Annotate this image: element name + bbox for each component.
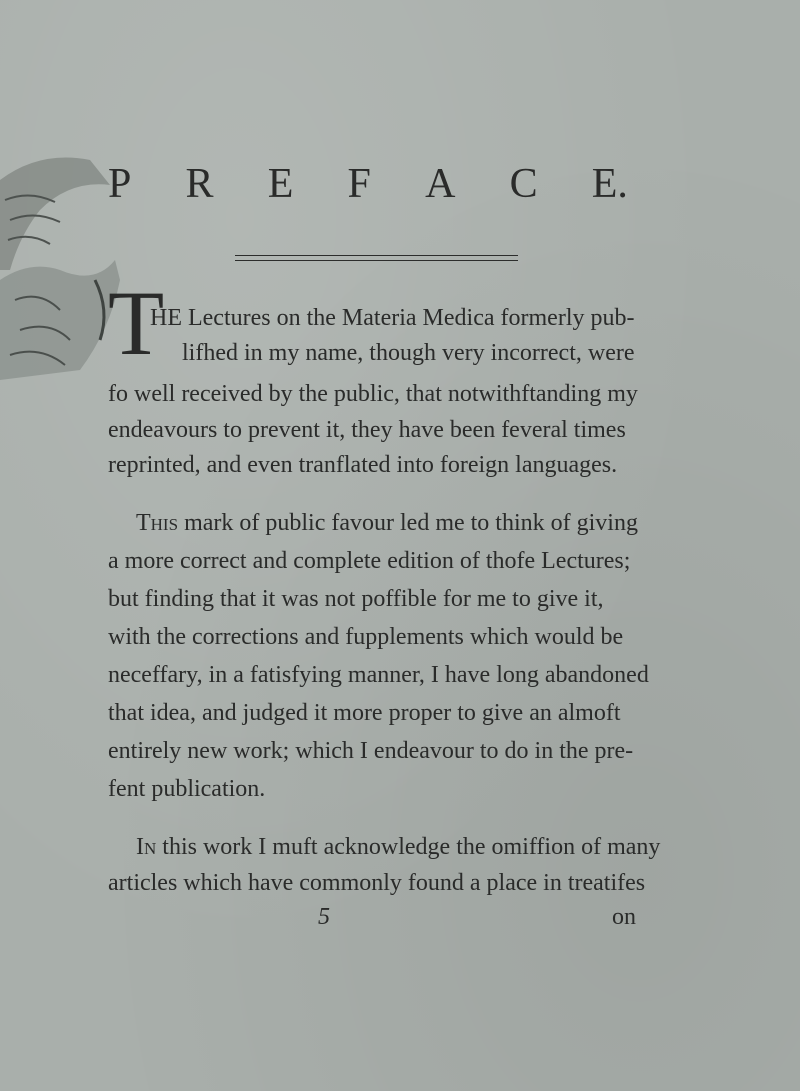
para1-line: endeavours to prevent it, they have been feveral times	[108, 417, 626, 443]
title-letter: C	[509, 161, 538, 207]
para2-line: that idea, and judged it more proper to give an almoft	[108, 700, 621, 726]
para3-first-line	[136, 834, 660, 861]
para3-lead: In	[136, 834, 157, 860]
para2-line: fent publication.	[108, 776, 266, 802]
para1-line: fo well received by the public, that notwithftanding my	[108, 381, 638, 407]
catchword: on	[612, 904, 636, 930]
para1-line: lifhed in my name, though very incorrect, were	[182, 340, 635, 366]
heading-rule	[235, 255, 518, 261]
signature-mark: 5	[318, 904, 330, 930]
para2-lead: This	[136, 510, 179, 536]
para1-line: HE Lectures on the Materia Medica formerly pub-	[150, 305, 635, 331]
para2-line: neceffary, in a fatisfying manner, I have long abandoned	[108, 662, 649, 688]
title-letter: A	[425, 161, 456, 207]
page-title	[108, 160, 628, 208]
para2-line: entirely new work; which I endeavour to do in the pre-	[108, 738, 634, 764]
title-letter: E	[267, 161, 294, 207]
title-letter: E.	[591, 161, 628, 207]
para2-line: with the corrections and fupplements which would be	[108, 624, 624, 650]
para2-line: mark of public favour led me to think of giving	[184, 510, 638, 536]
para3-line: articles which have commonly found a place in treatifes	[108, 870, 646, 896]
para2-line: a more correct and complete edition of thofe Lectures;	[108, 548, 631, 574]
para3-line: this work I muft acknowledge the omiffion of many	[162, 834, 661, 860]
title-letter: R	[185, 161, 214, 207]
dropcap: T	[108, 272, 165, 374]
title-letter: P	[108, 161, 132, 207]
para2-line: but finding that it was not poffible for me to give it,	[108, 586, 604, 612]
para1-line: reprinted, and even tranflated into foreign languages.	[108, 452, 618, 478]
para2-first-line	[136, 510, 638, 537]
title-letter: F	[347, 161, 371, 207]
